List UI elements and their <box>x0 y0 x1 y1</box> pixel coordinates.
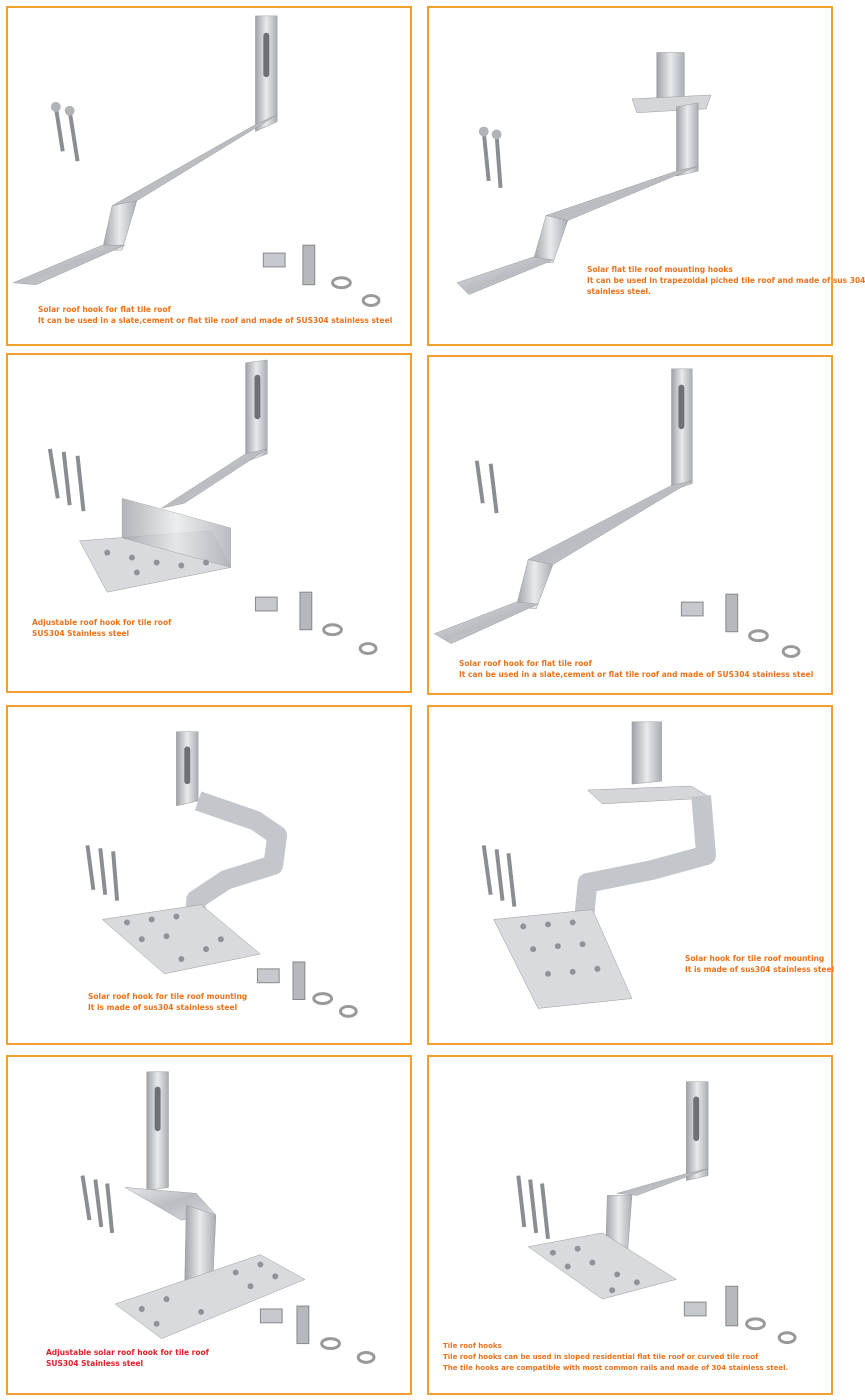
caption-desc: SUS304 Stainless steel <box>46 1359 144 1368</box>
screws-icon <box>479 127 502 188</box>
screws-icon <box>83 1176 113 1233</box>
hardware-icon <box>255 592 376 653</box>
caption-title: Tile roof hooks <box>443 1342 502 1350</box>
hardware-icon <box>684 1286 795 1342</box>
product-panel-5 <box>6 705 412 1045</box>
caption-desc: It can be used in a slate,cement or flat tile roof and made of SUS304 stainless steel <box>459 670 814 679</box>
hardware-icon <box>263 245 379 305</box>
roof-hook-image <box>8 8 410 344</box>
product-panel-1 <box>6 6 412 346</box>
caption-title: Solar roof hook for flat tile roof <box>459 659 592 668</box>
caption-title: Solar hook for tile roof mounting <box>685 954 825 963</box>
screws-icon <box>477 461 497 513</box>
product-panel-8 <box>427 1055 833 1395</box>
caption-title: Adjustable roof hook for tile roof <box>32 618 172 627</box>
caption-desc: It can be used in trapezoidal piched tile roof and made of sus 304 <box>587 276 865 285</box>
roof-hook-image <box>429 707 831 1043</box>
product-panel-3 <box>6 353 412 693</box>
caption-desc: It can be used in a slate,cement or flat tile roof and made of SUS304 stainless steel <box>38 316 393 325</box>
caption-desc: Tile roof hooks can be used in sloped residential flat tile roof or curved tile roof <box>443 1353 759 1361</box>
product-panel-6 <box>427 705 833 1045</box>
screws-icon <box>51 102 78 161</box>
screws-icon <box>87 845 117 900</box>
screws-icon <box>518 1176 548 1239</box>
roof-hook-image <box>429 357 831 693</box>
screws-icon <box>50 449 84 511</box>
product-panel-2 <box>427 6 865 346</box>
caption-desc-2: stainless steel. <box>587 287 651 296</box>
caption-title: Solar roof hook for flat tile roof <box>38 305 171 314</box>
caption-desc: SUS304 Stainless steel <box>32 629 130 638</box>
screws-icon <box>484 845 515 906</box>
roof-hook-image <box>8 355 410 691</box>
caption-title: Adjustable solar roof hook for tile roof <box>46 1348 209 1357</box>
caption-desc-2: The tile hooks are compatible with most common rails and made of 304 stainless steel. <box>443 1364 789 1372</box>
roof-hook-image <box>8 1057 410 1393</box>
caption-desc: It is made of sus304 stainless steel <box>88 1003 238 1012</box>
hardware-icon <box>260 1306 374 1362</box>
caption-title: Solar roof hook for tile roof mounting <box>88 992 248 1001</box>
hardware-icon <box>257 962 356 1016</box>
product-panel-7 <box>6 1055 412 1395</box>
caption-title: Solar flat tile roof mounting hooks <box>587 265 733 274</box>
hardware-icon <box>681 594 799 656</box>
caption-desc: It is made of sus304 stainless steel <box>685 965 835 974</box>
product-panel-4 <box>427 355 833 695</box>
